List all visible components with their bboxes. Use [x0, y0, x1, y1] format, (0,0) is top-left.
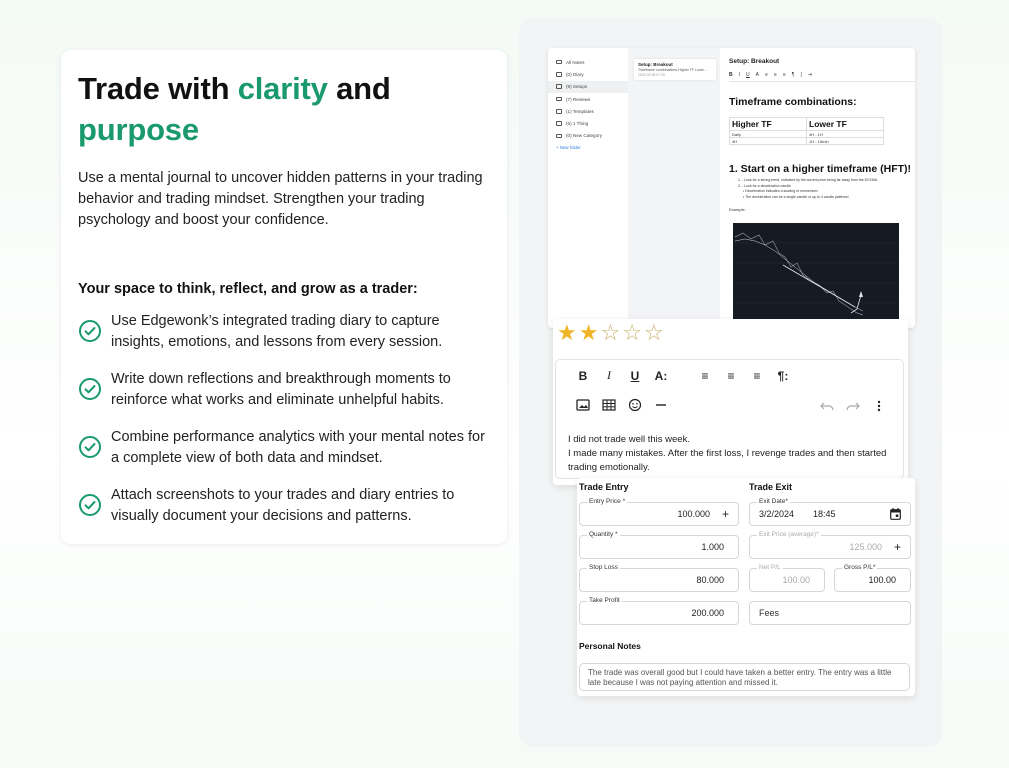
- align-center-button[interactable]: ≡: [773, 72, 777, 78]
- exit-price-field[interactable]: Exit Price (average)* 125.000 +: [749, 535, 911, 559]
- ordered-list-button[interactable]: ≡: [753, 368, 761, 383]
- diary-editor: [553, 319, 908, 485]
- trade-entry-heading: Trade Entry: [579, 482, 629, 492]
- gross-pl-field[interactable]: Gross P/L* 100.00: [834, 568, 911, 592]
- folder-sidebar: [548, 48, 628, 328]
- folder-item[interactable]: (1) Templates: [548, 105, 628, 117]
- redo-icon[interactable]: [846, 401, 860, 411]
- more-options-icon[interactable]: [876, 400, 882, 412]
- stop-loss-field[interactable]: Stop Loss 80.000: [579, 568, 739, 592]
- star-empty-icon[interactable]: ☆: [622, 320, 642, 345]
- new-folder-link[interactable]: + New folder: [556, 145, 581, 151]
- star-empty-icon[interactable]: ☆: [643, 320, 664, 345]
- italic-button[interactable]: I: [607, 368, 611, 382]
- check-circle-icon: [78, 435, 102, 459]
- headline-accent-clarity: clarity: [237, 71, 328, 106]
- document-title: Setup: Breakout: [729, 58, 780, 65]
- note-card[interactable]: [634, 59, 716, 80]
- calendar-icon[interactable]: [890, 508, 901, 520]
- emoji-icon[interactable]: [628, 398, 642, 412]
- divider-icon[interactable]: [654, 399, 668, 411]
- fees-field[interactable]: Fees: [749, 601, 911, 625]
- table-row: Daily 4H - 1H: [730, 131, 884, 138]
- italic-button[interactable]: I: [738, 72, 741, 78]
- table-row: 4H 1H - 15min: [730, 138, 884, 145]
- feature-text: Combine performance analytics with your mental notes for a complete view of both data and mindset.: [111, 429, 485, 466]
- folder-item[interactable]: (0) Diary: [548, 68, 628, 80]
- folder-icon: [556, 121, 562, 126]
- feature-text: Use Edgewonk’s integrated trading diary to capture insights, emotions, and lessons from every session.: [111, 313, 443, 350]
- entry-price-field[interactable]: Entry Price * 100.000 +: [579, 502, 739, 526]
- trade-exit-heading: Trade Exit: [749, 482, 793, 492]
- toolbar-separator: |: [800, 72, 802, 78]
- editor-box: [555, 359, 904, 479]
- personal-notes-textarea[interactable]: The trade was overall good but I could have taken a better entry. The entry was a little late because I was not paying attention and missed it.: [579, 663, 910, 691]
- feature-text: Attach screenshots to your trades and diary entries to visually document your decisions and patterns.: [111, 487, 455, 524]
- folder-icon: [556, 109, 562, 114]
- paragraph-button[interactable]: ¶: [791, 72, 795, 78]
- feature-item: [78, 311, 489, 352]
- note-card-preview: Timeframe combinations Higher TF Lowe...: [638, 68, 707, 72]
- folder-icon: [556, 72, 562, 77]
- align-left-button[interactable]: ≡: [701, 368, 709, 383]
- trade-form: [577, 478, 915, 696]
- exit-date-field[interactable]: Exit Date* 3/2/2024 18:45: [749, 502, 911, 526]
- image-icon[interactable]: [576, 399, 590, 411]
- align-left-button[interactable]: ≡: [764, 72, 768, 78]
- bold-button[interactable]: B: [729, 72, 733, 78]
- timeframes-heading: Timeframe combinations:: [729, 96, 857, 108]
- folder-icon: [556, 84, 562, 89]
- check-circle-icon: [78, 377, 102, 401]
- underline-button[interactable]: U: [746, 72, 750, 78]
- feature-item: [78, 427, 489, 468]
- folder-icon: [556, 97, 562, 102]
- bold-button[interactable]: B: [578, 368, 588, 383]
- star-empty-icon[interactable]: ☆: [600, 320, 621, 345]
- underline-button[interactable]: U: [630, 368, 640, 383]
- check-circle-icon: [78, 319, 102, 343]
- quantity-field[interactable]: Quantity * 1.000: [579, 535, 739, 559]
- timeframes-table: [729, 117, 884, 145]
- editor-toolbar-row-1: [570, 368, 796, 383]
- note-card-date: 2024-03-08 07:25: [638, 73, 665, 77]
- folder-item[interactable]: (0) New Category: [548, 130, 628, 142]
- check-circle-icon: [78, 493, 102, 517]
- star-filled-icon[interactable]: ★: [557, 320, 577, 345]
- folder-item[interactable]: (6) 1 Thing: [548, 117, 628, 129]
- table-icon[interactable]: [602, 399, 616, 411]
- note-card-title: Setup: Breakout: [638, 62, 673, 67]
- folder-icon: [556, 134, 562, 139]
- table-header: Higher TF: [730, 118, 807, 131]
- example-label: Example:: [729, 207, 746, 212]
- page-title: Trade with clarity and purpose: [78, 71, 391, 147]
- paragraph-button[interactable]: ¶:: [777, 368, 789, 383]
- rating-stars[interactable]: [557, 321, 664, 345]
- take-profit-field[interactable]: Take Profit 200.000: [579, 601, 739, 625]
- indent-button[interactable]: ⇥: [807, 72, 812, 78]
- feature-card: [61, 50, 507, 544]
- folder-item-active[interactable]: (9) Setups: [548, 81, 628, 93]
- feature-list: [78, 311, 489, 526]
- feature-item: [78, 485, 489, 526]
- plus-icon[interactable]: +: [721, 507, 729, 521]
- feature-text: Write down reflections and breakthrough moments to reinforce what works and eliminate unhelpful habits.: [111, 371, 451, 408]
- feature-item: [78, 369, 489, 410]
- features-subheading: Your space to think, reflect, and grow as a trader:: [78, 281, 418, 297]
- font-size-button[interactable]: A:: [654, 368, 668, 383]
- star-filled-icon[interactable]: ★: [578, 320, 599, 345]
- editor-content[interactable]: I did not trade well this week. I made many mistakes. After the first loss, I revenge trades and then started trading emotionally.: [568, 434, 887, 473]
- editor-toolbar-row-2: [570, 398, 674, 412]
- document-toolbar: [729, 72, 915, 82]
- folder-item[interactable]: (7) Reviews: [548, 93, 628, 105]
- bullet-list: 1. - Look for a strong trend, indicated by the current price being far away from the 50 EMA 2. - Look for a deceleration candle • Deceleration indicates a slowing of momentum • The deceleration can be a single candle or up to 4 candle patterns!: [738, 178, 878, 199]
- list-button[interactable]: ≡: [782, 72, 786, 78]
- folder-icon: [556, 60, 562, 65]
- start-heading: 1. Start on a higher timeframe (HFT)!: [729, 163, 912, 175]
- intro-description: Use a mental journal to uncover hidden patterns in your trading behavior and trading mindset. Strengthen your trading psychology and boost your confidence.: [78, 170, 483, 228]
- undo-icon[interactable]: [820, 401, 834, 411]
- personal-notes-heading: Personal Notes: [579, 641, 641, 651]
- plus-icon[interactable]: +: [893, 540, 901, 554]
- font-size-button[interactable]: A: [755, 72, 759, 78]
- note-list: [628, 48, 720, 328]
- chart-screenshot: [733, 223, 899, 321]
- headline-accent-purpose: purpose: [78, 112, 199, 147]
- folder-item[interactable]: All Notes: [548, 56, 628, 68]
- net-pl-field: Net P/L 100.00: [749, 568, 825, 592]
- table-header: Lower TF: [807, 118, 884, 131]
- align-center-button[interactable]: ≡: [727, 368, 735, 383]
